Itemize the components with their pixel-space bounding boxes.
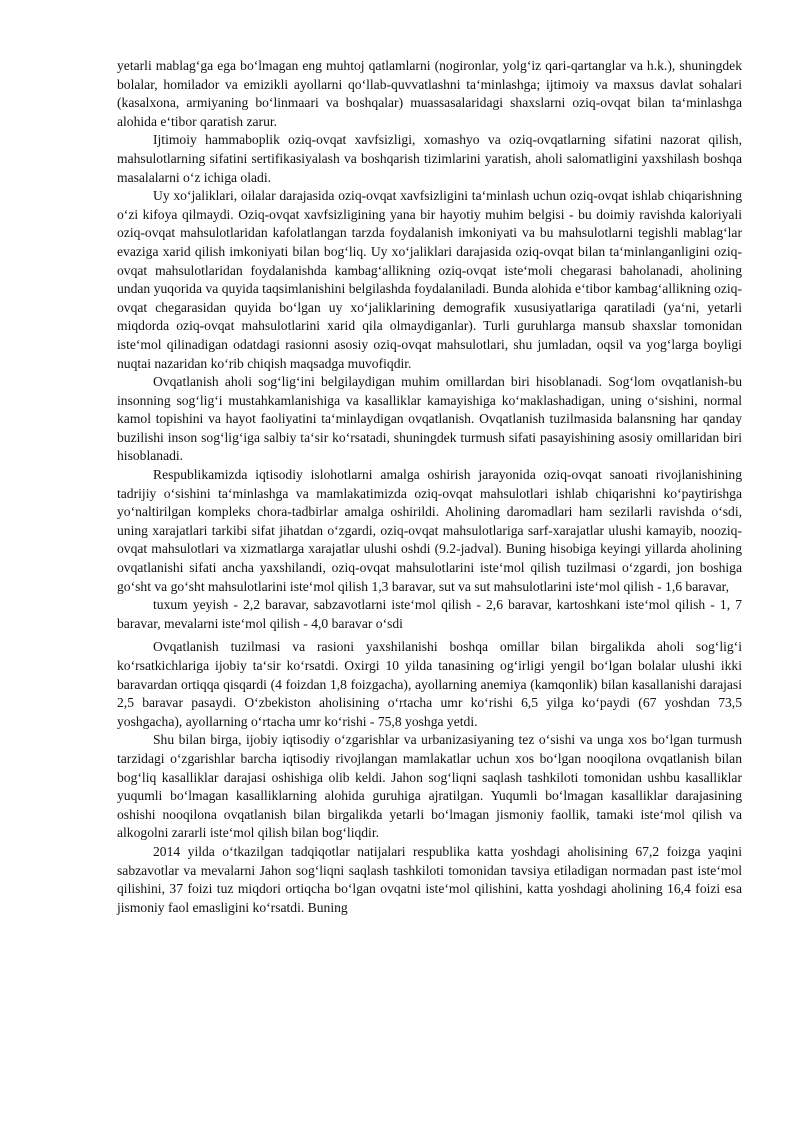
paragraph-health-indicators: Ovqatlanish tuzilmasi va rasioni yaxshilanishi boshqa omillar bilan birgalikda aholi sog‘lig‘i ko‘rsatkichlariga ijobiy ta‘sir ko‘rsatdi. Oxirgi 10 yilda tanasining og‘irligi yengil bo‘lgan bolalar ulushi ikki baravardan ortiqqa qisqardi (4 foizdan 1,8 foizgacha), ayollarning anemiya (kamqonlik) bilan kasallanishi darajasi 2,5 baravar pasaydi. O‘zbekiston aholisining o‘rtacha umr ko‘rishi 6,5 yilga ko‘paydi (67 yoshdan 73,5 yoshgacha), ayollarning o‘rtacha umr ko‘rishi - 75,8 yoshga yetdi. xyxy=(117,639,742,729)
paragraph-2014-research: 2014 yilda o‘tkazilgan tadqiqotlar natijalari respublika katta yoshdagi aholisining 67,2 foizga yaqini sabzavotlar va mevalarni Jahon sog‘liqni saqlash tashkiloti tomonidan tavsiya etiladigan normadan past iste‘mol qilishini, 37 foizi tuz miqdori ortiqcha bo‘lgan ovqatni iste‘mol qilishini, katta yoshdagi aholining 16,4 foizi esa jismoniy faol emasligini ko‘rsatdi. Buning xyxy=(117,843,742,915)
paragraph-consumption-growth: tuxum yeyish - 2,2 baravar, sabzavotlarni iste‘mol qilish - 2,6 baravar, kartoshkani iste‘mol qilish - 1, 7 baravar, mevalarni iste‘mol qilish - 4,0 baravar o‘sdi xyxy=(117,597,742,631)
paragraph-household-food-security: Uy xo‘jaliklari, oilalar darajasida oziq-ovqat xavfsizligini ta‘minlash uchun oziq-ovqat ishlab chiqarishning o‘zi kifoya qilmaydi. Oziq-ovqat xavfsizligining yana bir hayotiy muhim belgisi - bu doimiy ravishda kaloriyali oziq-ovqat mahsulotlaridan kafolatlangan tarzda foydalanish imkoniyati va bu mahsulotlarni tegishli mablag‘lar evaziga xarid qilish imkoniyati bilan bog‘liq. Uy xo‘jaliklari darajasida oziq-ovqat bilan ta‘minlanganligini oziq-ovqat mahsulotlaridan foydalanishda kambag‘allikning oziq-ovqat iste‘moli chegarasi baholanadi, aholining undan yuqorida va quyida taqsimlanishini belgilashda foydalaniladi. Bunda alohida e‘tibor kambag‘allikning oziq-ovqat chegarasidan quyida bo‘lgan uy xo‘jaliklarining demografik xususiyatlariga qaratiladi (ya‘ni, yetarli miqdorda oziq-ovqat mahsulotlarini xarid qila olmaydiganlar). Turli guruhlarga mansub shaxslar tomonidan iste‘mol qilinadigan odatdagi rasionni asosiy oziq-ovqat mahsulotlari, shu jumladan, oqsil va yog‘larga boyligi nuqtai nazaridan ko‘rib chiqish maqsadga muvofiqdir. xyxy=(117,188,742,371)
document-page xyxy=(117,57,742,917)
paragraph-continuation: yetarli mablag‘ga ega bo‘lmagan eng muhtoj qatlamlarni (nogironlar, yolg‘iz qari-qartanglar va h.k.), shuningdek bolalar, homilador va emizikli ayollarni qo‘llab-quvvatlashni ta‘minlashga; ijtimoiy va maxsus davlat sohalari (kasalxona, armiyaning bo‘linmaari va boshqalar) muassasalaridagi shaxslarni oziq-ovqat bilan ta‘minlashga alohida e‘tibor qaratish zarur. xyxy=(117,58,742,129)
paragraph-healthy-nutrition: Ovqatlanish aholi sog‘lig‘ini belgilaydigan muhim omillardan biri hisoblanadi. Sog‘lom ovqatlanish-bu insonning sog‘lig‘i mustahkamlanishiga va kasalliklar kamayishiga ko‘maklashadigan, uning o‘sishini, normal kamol topishini va hayot faoliyatini ta‘minlaydigan ovqatlanish. Ovqatlanish tuzilmasida balansning har qanday buzilishi inson sog‘lig‘iga salbiy ta‘sir ko‘rsatadi, shuningdek turmush sifati pasayishining asosiy omillaridan biri hisoblanadi. xyxy=(117,374,742,464)
paragraph-social-accessibility: Ijtimoiy hammaboplik oziq-ovqat xavfsizligi, xomashyo va oziq-ovqatlarning sifatini nazorat qilish, mahsulotlarning sifatini sertifikasiyalash va boshqarish tizimlarini yaratish, aholi salomatligini yaxshilash boshqa masalalarni o‘z ichiga oladi. xyxy=(117,132,742,185)
paragraph-noncommunicable-diseases: Shu bilan birga, ijobiy iqtisodiy o‘zgarishlar va urbanizasiyaning tez o‘sishi va unga xos bo‘lgan turmush tarzidagi o‘zgarishlar barcha iqtisodiy rivojlangan mamlakatlar uchun xos bo‘lgan nooqilona ovqatlanish bilan bog‘liq kasalliklar darajasi oshishiga olib keldi. Jahon sog‘liqni saqlash tashkiloti tomonidan ushbu kasalliklar yuqumli bo‘lmagan kasalliklarning alohida guruhiga ajratilgan. Yuqumli bo‘lmagan kasalliklar darajasining oshishi nooqilona ovqatlanish bilan birgalikda yetarli bo‘lmagan jismoniy faollik, tamaki iste‘mol qilish va alkogolni zararli iste‘mol qilish bilan bog‘liqdir. xyxy=(117,732,742,841)
paragraph-economic-reforms: Respublikamizda iqtisodiy islohotlarni amalga oshirish jarayonida oziq-ovqat sanoati rivojlanishining tadrijiy o‘sishini ta‘minlashga va mamlakatimizda oziq-ovqat mahsulotlari ishlab chiqarishni ko‘paytirishga yo‘naltirilgan kompleks chora-tadbirlar amalga oshirildi. Aholining daromadlari ham sezilarli ravishda o‘sdi, uning xarajatlari tarkibi sifat jihatdan o‘zgardi, oziq-ovqat mahsulotlariga sarf-xarajatlar ulushi kamayib, nooziq-ovqat mahsulotlari va xizmatlarga xarajatlar ulushi oshdi (9.2-jadval). Buning hisobiga keyingi yillarda aholining ovqatlanishi sifati ancha yaxshilandi, oziq-ovqat mahsulotlarini iste‘mol qilish tuzilmasi o‘zgardi, jon boshiga go‘sht va go‘sht mahsulotlarini iste‘mol qilish 1,3 baravar, sut va sut mahsulotlarini iste‘mol qilish - 1,6 baravar, xyxy=(117,467,742,594)
